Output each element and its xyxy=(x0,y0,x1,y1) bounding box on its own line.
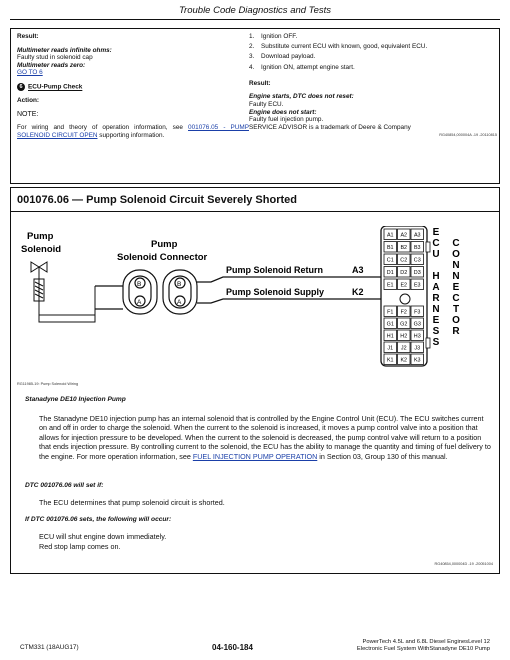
ecu-pin-label: D1 xyxy=(386,270,394,277)
ecu-pin-label: A1 xyxy=(386,232,394,239)
ecu-pin-label: H1 xyxy=(386,333,394,340)
dtc-set-condition-heading: DTC 001076.06 will set if: xyxy=(25,482,104,489)
supply-pin-label: K2 xyxy=(352,287,364,297)
left-column xyxy=(17,33,249,140)
ecu-pin-label: J2 xyxy=(400,345,407,352)
reference-code: RG40854,000004D -19 -20051004 xyxy=(434,562,493,566)
connector-letter: O xyxy=(452,315,460,326)
connector-letter: R xyxy=(452,326,460,337)
ecu-harness-connector xyxy=(381,226,430,366)
ecu-pin-label: B3 xyxy=(413,245,421,252)
infinite-ohms-text: Faulty stud in solenoid cap xyxy=(17,54,93,62)
connector-label-2: Solenoid Connector xyxy=(117,252,208,263)
fuel-injection-pump-operation-link[interactable]: FUEL INJECTION PUMP OPERATION xyxy=(192,451,318,461)
ecu-pin-label: K2 xyxy=(400,357,408,364)
footer-doc-id: CTM331 (18AUG17) xyxy=(20,644,79,651)
harness-letter: A xyxy=(432,282,440,293)
pin-b-label: B xyxy=(137,281,142,288)
dtc-effect-shutdown: ECU will shut engine down immediately. xyxy=(39,532,167,541)
ecu-pin-label: G2 xyxy=(400,321,408,328)
supply-wire xyxy=(197,299,381,303)
harness-letter: N xyxy=(432,304,440,315)
section-title: 001076.06 — Pump Solenoid Circuit Severely Shorted xyxy=(17,194,297,206)
zero-ohms-label: Multimeter reads zero: xyxy=(17,61,86,69)
note-text-post: supporting information. xyxy=(99,132,165,140)
note-label: NOTE: xyxy=(17,110,39,118)
action-step: 1. Ignition OFF. xyxy=(249,33,298,40)
ecu-pin-label: B2 xyxy=(400,245,408,252)
connector-letter: C xyxy=(452,293,460,304)
trademark-notice: SERVICE ADVISOR is a trademark of Deere & Company xyxy=(249,123,411,131)
ecu-letter: E xyxy=(432,227,440,238)
figure-caption: RG11985-19: Pump Solenoid Wiring xyxy=(17,382,79,386)
pump-solenoid-connector-icon xyxy=(95,270,197,314)
connector-letter: T xyxy=(452,304,460,315)
footer-page-number: 04-160-184 xyxy=(212,643,253,652)
result-label: Result: xyxy=(249,79,271,87)
section-divider xyxy=(11,211,499,212)
ecu-pin-label: E1 xyxy=(386,282,394,289)
pump-solenoid-label-1: Pump xyxy=(27,231,54,242)
infinite-ohms-label: Multimeter reads infinite ohms: xyxy=(17,46,112,54)
connector-letter: N xyxy=(452,260,460,271)
pin-a-label: A xyxy=(137,299,142,306)
harness-letter: H xyxy=(432,271,440,282)
engine-no-start-text: Faulty fuel injection pump. xyxy=(249,116,324,124)
action-step: 2. Substitute current ECU with known, good, equivalent ECU. xyxy=(249,43,428,51)
ecu-letter: C xyxy=(432,238,440,249)
engine-starts-text: Faulty ECU. xyxy=(249,100,284,108)
dtc-section-box xyxy=(10,187,500,574)
ecu-pin-label: B1 xyxy=(386,245,394,252)
action-step: 3. Download payload. xyxy=(249,53,316,61)
ecu-pin-label: A2 xyxy=(400,232,408,239)
note-paragraph xyxy=(17,124,249,139)
pump-solenoid-label-2: Solenoid xyxy=(21,244,62,255)
engine-no-start-label: Engine does not start: xyxy=(249,108,317,116)
pin-a-label: A xyxy=(177,299,182,306)
ecu-pin-label: F3 xyxy=(414,309,421,316)
dtc-effect-stop-lamp: Red stop lamp comes on. xyxy=(39,542,121,551)
reference-code: RG40854,000004A -19 -20110815 xyxy=(439,133,497,138)
ecu-pin-label: K1 xyxy=(386,357,394,364)
ecu-pin-label: G1 xyxy=(386,321,394,328)
ecu-pin-label: A3 xyxy=(413,232,421,239)
supply-wire-label: Pump Solenoid Supply xyxy=(226,287,325,297)
connector-letter: C xyxy=(452,238,460,249)
injection-pump-paragraph: The Stanadyne DE10 injection pump has an internal solenoid that is controlled by the Engine Control Unit (ECU). The ECU switches current on and off in order to charge the solenoid. When the current to the solenoid is increased, it moves a pump control valve into a position that allows for injection pressure to be developed. When the current to the solenoid is decreased, the pump control valve will return to a position that ends injection pressure. By controlling current to the solenoid, the ECU has the ability to manage the quantity and timing of fuel delivery to the engine. For more operation information, see FUEL INJECTION PUMP OPERATION in Section 03, Group 130 of this manual. xyxy=(39,414,491,461)
harness-letter: S xyxy=(432,337,440,348)
return-wire-label: Pump Solenoid Return xyxy=(226,265,324,275)
ecu-pin-label: F1 xyxy=(387,309,394,316)
connector-letter: O xyxy=(452,249,460,260)
step-6-heading xyxy=(17,83,249,91)
goto-6-link[interactable]: GO TO 6 xyxy=(17,69,43,77)
ecu-harness-connector-label xyxy=(432,227,460,348)
connector-letter: E xyxy=(452,282,460,293)
ecu-pin-label: D3 xyxy=(413,270,421,277)
ecu-pin-label: H3 xyxy=(413,333,421,340)
connector-letter: N xyxy=(452,271,460,282)
action-step: 4. Ignition ON, attempt engine start. xyxy=(249,63,355,71)
harness-letter: R xyxy=(432,293,440,304)
connector-label-1: Pump xyxy=(151,239,178,250)
ecu-pin-label: E2 xyxy=(400,282,408,289)
ecu-pin-label: E3 xyxy=(413,282,421,289)
ecu-letter: U xyxy=(432,249,440,260)
pin-b-label: B xyxy=(177,281,182,288)
dtc-effects-heading: If DTC 001076.06 sets, the following will occur: xyxy=(25,516,172,523)
step-number-badge: 6 xyxy=(17,83,25,91)
step-6-title: ECU-Pump Check xyxy=(28,83,83,91)
engine-starts-label: Engine starts, DTC does not reset: xyxy=(249,93,354,101)
ecu-pin-label: K3 xyxy=(413,357,421,364)
ecu-pin-label: J1 xyxy=(387,345,394,352)
ecu-pin-label: J3 xyxy=(414,345,421,352)
ecu-pin-label: C3 xyxy=(413,257,421,264)
ecu-pin-label: H2 xyxy=(400,333,408,340)
ecu-pin-label: C2 xyxy=(400,257,408,264)
diagnostic-step-box xyxy=(10,28,500,184)
injection-pump-subheading: Stanadyne DE10 Injection Pump xyxy=(25,396,126,403)
dtc-set-condition-text: The ECU determines that pump solenoid circuit is shorted. xyxy=(39,498,225,507)
solenoid-valve-icon xyxy=(31,262,95,322)
ecu-pin-label: F2 xyxy=(400,309,407,316)
ecu-pin-label: C1 xyxy=(386,257,394,264)
return-wire xyxy=(197,277,381,282)
note-text-pre: For wiring and theory of operation information, see xyxy=(17,124,183,132)
footer-manual-title: PowerTech 4.5L and 6.8L Diesel EnginesLevel 12 Electronic Fuel System WithStanadyne DE10 Pump xyxy=(356,639,490,653)
action-label: Action: xyxy=(17,97,40,105)
page-header: Trouble Code Diagnostics and Tests xyxy=(10,5,500,20)
pump-solenoid-open-link[interactable]: 001076.05 - PUMP SOLENOID CIRCUIT OPEN xyxy=(17,124,249,140)
ecu-pin-label: D2 xyxy=(400,270,408,277)
return-pin-label: A3 xyxy=(352,265,364,275)
wiring-diagram xyxy=(11,226,499,378)
result-label: Result: xyxy=(17,33,39,40)
ecu-pin-label: G3 xyxy=(413,321,421,328)
harness-letter: S xyxy=(432,326,440,337)
harness-letter: E xyxy=(432,315,440,326)
right-column xyxy=(249,33,497,140)
